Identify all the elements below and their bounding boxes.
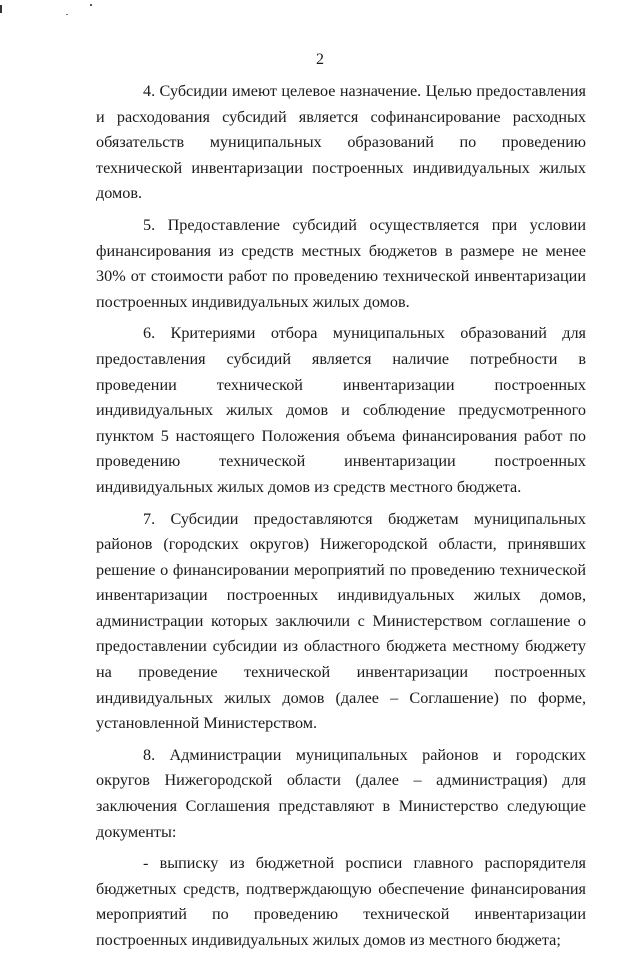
paragraph-8: 8. Администрации муниципальных районов и городских округов Нижегородской области (далее – администрация) для заключения Соглашения представляют в Министерство следующие документы:: [96, 745, 586, 841]
scan-speck: [90, 4, 92, 6]
paragraph-4: 4. Субсидии имеют целевое назначение. Целью предоставления и расходования субсидий является софинансирование расходных обязательств муниципальных образований по проведению технической инвентаризации построенных индивидуальных жилых домов.: [96, 82, 586, 203]
paragraph-8-item-1: - выписку из бюджетной росписи главного распорядителя бюджетных средств, подтверждающую обеспечение финансирования мероприятий по проведению технической инвентаризации построенных индивидуальных жилых домов из местного бюджета;: [96, 854, 586, 949]
paragraph-6: 6. Критериями отбора муниципальных образований для предоставления субсидий является наличие потребности в проведении технической инвентаризации построенных индивидуальных жилых домов и соблюдение предусмотренного пунктом 5 настоящего Положения объема финансирования работ по проведению технической инвентаризации построенных индивидуальных жилых домов из средств местного бюджета.: [96, 324, 586, 496]
scan-speck: [66, 14, 68, 15]
paragraph-7: 7. Субсидии предоставляются бюджетам муниципальных районов (городских округов) Нижегородской области, принявших решение о финансировании мероприятий по проведению технической инвентаризации построенных индивидуальных жилых домов, администрации которых заключили с Министерством соглашение о предоставлении субсидии из областного бюджета местному бюджету на проведение технической инвентаризации построенных индивидуальных жилых домов (далее – Соглашение) по форме, установленной Министерством.: [96, 509, 586, 733]
paragraph-5: 5. Предоставление субсидий осуществляется при условии финансирования из средств местных бюджетов в размере не менее 30% от стоимости работ по проведению технической инвентаризации построенных индивидуальных жилых домов.: [96, 215, 586, 311]
document-body: [96, 79, 586, 954]
page-number: 2: [316, 51, 324, 68]
scan-mark: [0, 5, 2, 13]
